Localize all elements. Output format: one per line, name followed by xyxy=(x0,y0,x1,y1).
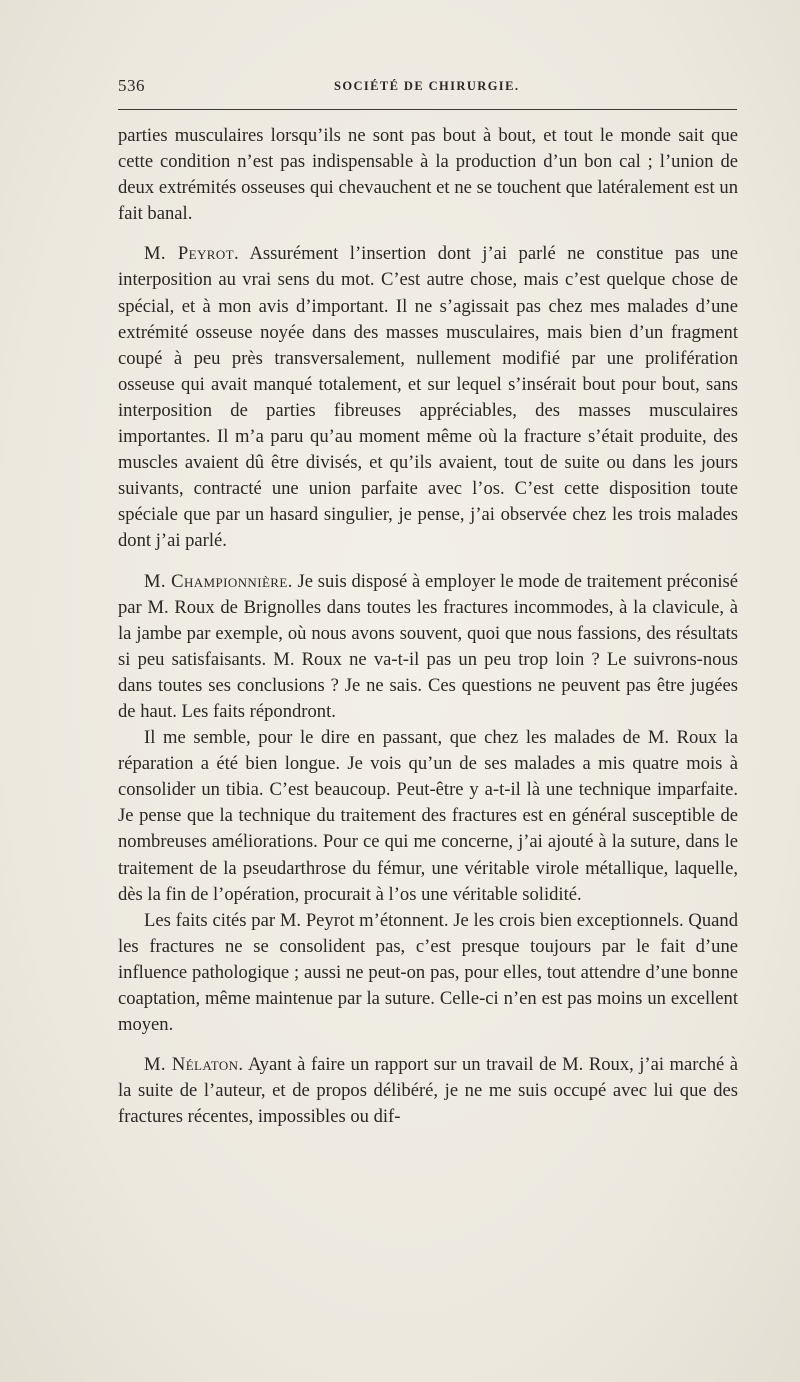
paragraph-text: parties musculaires lorsqu’ils ne sont pas bout à bout, et tout le monde sait que cette condition n’est pas indispensable à la production d’un bon cal ; l’union de deux extrémités osseuses qui chevauchent et ne se touchent que latéralement est un fait banal. xyxy=(118,125,738,225)
paragraph-text: Les faits cités par M. Peyrot m’étonnent. Je les crois bien exceptionnels. Quand les fractures ne se consolident pas, c’est presque toujours par le fait d’une influence pathologique ; aussi ne peut-on pas, pour elles, tout attendre d’une bonne coaptation, même maintenue par la suture. Celle-ci n’en est pas moins un excellent moyen. xyxy=(118,909,738,1036)
body-text xyxy=(118,123,738,1130)
paragraph-peyrot xyxy=(118,241,738,554)
header-rule xyxy=(118,109,737,110)
paragraph-nelaton xyxy=(118,1052,738,1130)
paragraph-championniere-2 xyxy=(118,725,738,908)
paragraph-continuation xyxy=(118,123,738,227)
page-number: 536 xyxy=(118,76,145,95)
speaker-name: M. Peyrot. xyxy=(144,243,239,265)
paragraph-championniere xyxy=(118,569,738,726)
page-header xyxy=(118,76,738,100)
paragraph-championniere-3 xyxy=(118,908,738,1038)
paragraph-text: Il me semble, pour le dire en passant, que chez les malades de M. Roux la réparation a été bien longue. Je vois qu’un de ses malades a mis quatre mois à consolider un tibia. C’est beaucoup. Peut-être y a-t-il là une technique imparfaite. Je pense que la technique du traitement des fractures est en général susceptible de nombreuses améliorations. Pour ce qui me concerne, j’ai ajouté à la suture, dans le traitement de la pseudarthrose du fémur, une véritable virole métallique, laquelle, dès la fin de l’opération, procurait à l’os une véritable solidité. xyxy=(118,727,738,905)
paragraph-text: Assurément l’insertion dont j’ai parlé ne constitue pas une interposition au vrai sens du mot. C’est autre chose, mais c’est quelque chose de spécial, et à mon avis d’important. Il ne s’agissait pas chez mes malades d’une extrémité osseuse noyée dans des masses musculaires, mais bien d’un fragment coupé à peu près transversalement, nullement modifié par une prolifération osseuse qui avait manqué totalement, et sur lequel s’insérait bout pour bout, sans interposition de parties fibreuses appréciables, des masses musculaires importantes. Il m’a paru qu’au moment même où la fracture s’était produite, des muscles avaient dû être divisés, et qu’ils avaient, tout de suite ou dans les jours suivants, contracté une union parfaite avec l’os. C’est cette disposition toute spéciale que par un hasard singulier, je pense, j’ai observée chez les trois malades dont j’ai parlé. xyxy=(118,243,738,552)
speaker-name: M. Championnière. xyxy=(144,570,293,592)
speaker-name: M. Nélaton. xyxy=(144,1054,244,1076)
paragraph-text: Je suis disposé à employer le mode de traitement préconisé par M. Roux de Brignolles dans toutes les fractures incommodes, à la clavicule, à la jambe par exemple, où nous avons souvent, quoi que nous fassions, des résultats si peu satisfaisants. M. Roux ne va-t-il pas un peu trop loin ? Le suivrons-nous dans toutes ses conclusions ? Je ne sais. Ces questions ne peuvent pas être jugées de haut. Les faits répondront. xyxy=(118,570,739,722)
running-title: SOCIÉTÉ DE CHIRURGIE. xyxy=(334,79,520,93)
paragraph-text: Ayant à faire un rapport sur un travail de M. Roux, j’ai marché à la suite de l’auteur, et de propos délibéré, je ne me suis occupé avec lui que des fractures récentes, impossibles ou dif- xyxy=(118,1054,738,1128)
